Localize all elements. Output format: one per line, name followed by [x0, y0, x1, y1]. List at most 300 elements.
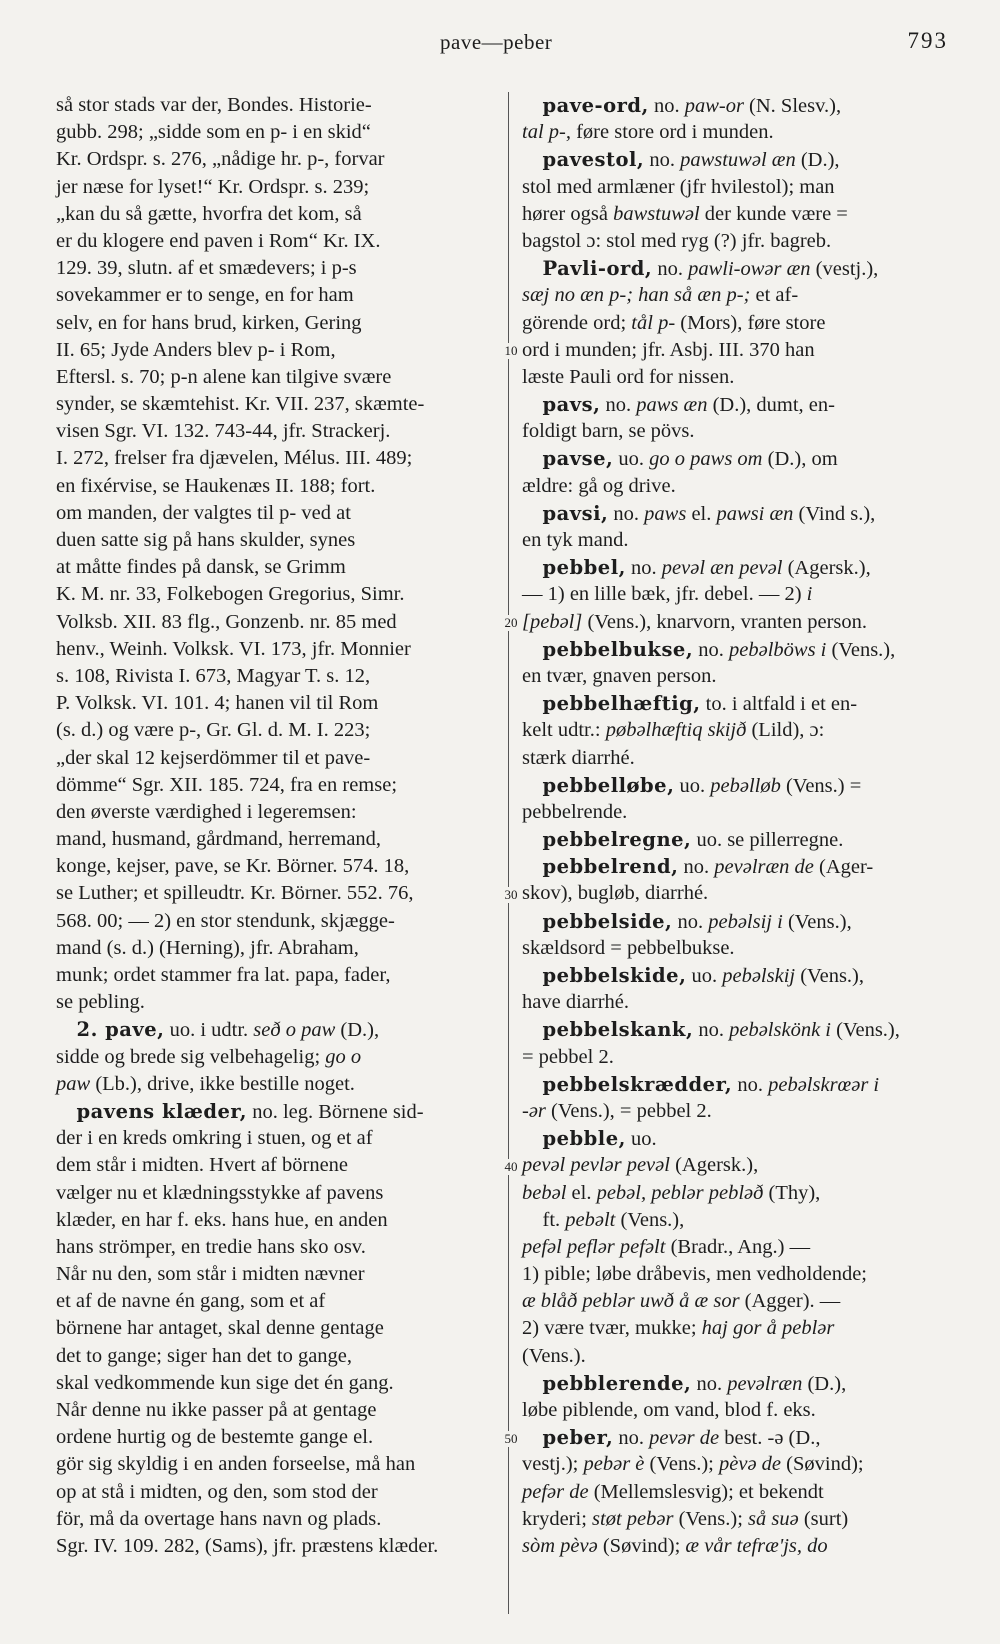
page-number: 793	[907, 28, 948, 53]
text-line	[56, 146, 496, 173]
text-segment: uo.	[613, 448, 650, 471]
dialect-form: så suə	[748, 1507, 799, 1530]
text-segment: s. 108, Rivista I. 673, Magyar T. s. 12,	[56, 664, 371, 687]
text-line	[56, 1152, 496, 1179]
text-line	[56, 255, 496, 282]
text-segment: (Søvind);	[781, 1453, 864, 1476]
text-segment: vælger nu et klædningsstykke af pavens	[56, 1181, 384, 1204]
text-segment: så stor stads var der, Bondes. Historie-	[56, 94, 372, 116]
text-segment: (Bradr., Ang.) —	[665, 1235, 811, 1258]
text-line	[522, 1125, 952, 1152]
text-segment: hans strömper, en tredie hans sko osv.	[56, 1235, 366, 1258]
running-head-word: pave—peber	[440, 30, 553, 54]
dialect-form: pevəlræn	[727, 1372, 803, 1395]
text-line	[522, 1234, 952, 1261]
text-segment: munk; ordet stammer fra lat. papa, fader,	[56, 964, 391, 986]
text-line	[56, 119, 496, 146]
dialect-form: pefəl peflər pefəlt	[522, 1235, 666, 1258]
text-line	[522, 609, 952, 636]
dialect-form: seð o paw	[253, 1019, 336, 1042]
text-line	[56, 1125, 496, 1152]
headword: pebbelrend,	[542, 855, 679, 879]
text-segment: 1) pible; løbe dråbevis, men vedholdende;	[522, 1263, 867, 1286]
dialect-form: tal p-,	[522, 121, 571, 144]
text-segment: (Vens.), knarvorn, vranten person.	[582, 610, 867, 633]
text-line	[56, 1071, 496, 1098]
text-segment: hører også	[522, 202, 614, 225]
text-segment	[522, 149, 543, 171]
text-segment: (Vens.), = pebbel 2.	[545, 1099, 712, 1122]
text-segment: 568. 00; — 2) en stor stendunk, skjægge-	[56, 909, 395, 932]
dialect-form: pèvə de	[719, 1453, 782, 1476]
text-line	[522, 1343, 952, 1370]
text-line	[522, 962, 952, 989]
text-segment: uo. i udtr.	[164, 1019, 254, 1042]
text-segment: (Lb.), drive, ikke bestille noget.	[90, 1072, 355, 1095]
text-segment: foldigt barn, se pövs.	[522, 420, 695, 443]
headword: pebbel,	[542, 556, 626, 580]
text-segment: en tvær, gnaven person.	[522, 664, 717, 687]
text-line	[56, 962, 496, 989]
text-line	[56, 1288, 496, 1315]
text-segment: no.	[652, 258, 689, 281]
text-line	[522, 1180, 952, 1207]
headword: pebbelløbe,	[542, 773, 675, 797]
text-segment: no.	[648, 95, 685, 117]
text-segment: kryderi;	[522, 1507, 593, 1530]
text-segment: konge, kejser, pave, se Kr. Börner. 574. 18,	[56, 855, 410, 878]
dialect-form: haj gor å peblər	[701, 1317, 835, 1340]
dialect-form: -ər	[522, 1099, 546, 1122]
text-line	[56, 1016, 496, 1043]
text-segment: no.	[691, 1372, 728, 1395]
text-line	[522, 908, 952, 935]
dialect-form: pebəlskrœər i	[768, 1073, 880, 1096]
text-segment: Volksb. XII. 83 flg., Gonzenb. nr. 85 med	[56, 610, 397, 633]
text-line	[56, 174, 496, 201]
text-line	[56, 690, 496, 717]
dialect-form: pøbəlhæftiq skijð	[605, 719, 747, 742]
text-line	[522, 717, 952, 744]
text-line	[522, 255, 952, 282]
text-segment: se Luther; et spilleudtr. Kr. Börner. 552. 76,	[56, 882, 414, 905]
text-line	[56, 935, 496, 962]
text-segment: no.	[732, 1073, 769, 1096]
dialect-form: tål p-	[631, 311, 676, 334]
text-line	[522, 1451, 952, 1478]
text-segment: (Mellemslesvig); et bekendt	[588, 1480, 824, 1503]
text-line	[522, 880, 952, 907]
text-segment: „der skal 12 kejserdömmer til et pave-	[56, 746, 371, 769]
text-segment: (Vens.),	[831, 1019, 900, 1042]
headword: 2. pave,	[76, 1018, 165, 1042]
text-segment: (vestj.),	[810, 258, 879, 281]
dialect-form: sòm pèvə	[522, 1534, 598, 1557]
text-line	[522, 1506, 952, 1533]
text-segment: et af-	[750, 284, 799, 307]
text-line	[56, 853, 496, 880]
text-segment: mand, husmand, gårdmand, herremand,	[56, 828, 382, 851]
text-segment: den øverste værdighed i legeremsen:	[56, 800, 357, 823]
dialect-form: æ vår tefræ'js, do	[685, 1534, 828, 1557]
text-segment	[522, 965, 543, 987]
text-segment: (Vens.) =	[780, 774, 862, 797]
dialect-form: pawstuwəl æn	[680, 149, 796, 172]
headword: pebbelskide,	[542, 964, 687, 987]
text-segment: synder, se skæmtehist. Kr. VII. 237, skæmte-	[56, 393, 425, 416]
text-segment: klæder, en har f. eks. hans hue, en anden	[56, 1208, 388, 1231]
text-segment: selv, en for hans brud, kirken, Gering	[56, 311, 362, 334]
text-segment: P. Volksk. VI. 101. 4; hanen vil til Rom	[56, 692, 379, 715]
text-segment: skældsord = pebbelbukse.	[522, 936, 735, 959]
text-segment: have diarrhé.	[522, 991, 629, 1014]
text-segment	[56, 1019, 77, 1041]
headword: pebblerende,	[542, 1371, 692, 1395]
dialect-form: paws	[644, 502, 687, 525]
line-number: 50	[498, 1431, 524, 1447]
text-segment: dem står i midten. Hvert af börnene	[56, 1154, 349, 1177]
headword: pebbelhæftig,	[542, 692, 701, 716]
text-line	[56, 554, 496, 581]
text-segment: (Vens.);	[673, 1507, 749, 1530]
text-segment: henv., Weinh. Volksk. VI. 173, jfr. Monnier	[56, 637, 411, 660]
left-column	[56, 92, 496, 1560]
text-line	[56, 1044, 496, 1071]
text-segment: et af de navne én gang, som et af	[56, 1290, 326, 1313]
dialect-form: pebəlsij i	[708, 910, 783, 933]
text-line	[56, 1424, 496, 1451]
headword: peber,	[542, 1426, 614, 1450]
dialect-form: pevəlræn de	[714, 856, 814, 879]
text-segment	[522, 1427, 543, 1449]
text-line	[522, 636, 952, 663]
text-line	[56, 1370, 496, 1397]
text-line	[56, 1261, 496, 1288]
text-line	[56, 717, 496, 744]
dialect-form: i	[806, 583, 813, 606]
text-line	[522, 853, 952, 880]
dialect-form: pevər de	[649, 1427, 720, 1450]
text-segment: Når nu den, som står i midten nævner	[56, 1263, 365, 1286]
text-line	[522, 1261, 952, 1288]
text-line	[56, 1479, 496, 1506]
text-segment: (D.),	[335, 1019, 380, 1042]
dialect-form: pebəlskönk i	[729, 1019, 831, 1042]
text-segment: (N. Slesv.),	[743, 95, 842, 117]
text-line	[522, 1016, 952, 1043]
text-segment: skov), bugløb, diarrhé.	[522, 882, 709, 905]
text-segment: = pebbel 2.	[522, 1045, 614, 1068]
text-line	[522, 1098, 952, 1125]
text-line	[522, 1424, 952, 1451]
text-line	[56, 418, 496, 445]
text-line	[56, 908, 496, 935]
text-segment: (Vens.),	[826, 638, 896, 661]
text-segment	[522, 557, 543, 579]
text-segment: duen satte sig på hans skulder, synes	[56, 529, 356, 551]
dialect-form: paw	[56, 1072, 91, 1095]
text-segment: (Mors), føre store	[675, 311, 826, 334]
headword: pavsi,	[542, 501, 609, 525]
headword: pebbelregne,	[542, 828, 692, 852]
text-line	[522, 799, 952, 826]
text-line	[522, 92, 952, 119]
text-segment: (surt)	[798, 1507, 849, 1530]
text-segment: II. 65; Jyde Anders blev p- i Rom,	[56, 338, 336, 361]
text-line	[522, 418, 952, 445]
text-segment: at måtte findes på dansk, se Grimm	[56, 556, 346, 579]
text-segment: ældre: gå og drive.	[522, 474, 676, 497]
text-segment: best. -ə (D.,	[719, 1427, 821, 1450]
text-segment: uo.	[625, 1128, 657, 1151]
text-segment: no.	[613, 1427, 650, 1450]
text-segment: stol med armlæner (jfr hvilestol); man	[522, 175, 835, 198]
text-line	[522, 119, 952, 146]
text-line	[56, 745, 496, 772]
text-line	[56, 1207, 496, 1234]
running-header	[0, 30, 1000, 60]
text-segment: Sgr. IV. 109. 282, (Sams), jfr. præstens klæder.	[56, 1534, 439, 1557]
text-segment: gubb. 298; „sidde som en p- i en skid“	[56, 121, 371, 144]
text-line	[522, 201, 952, 228]
dialect-form: pevəl pevlər pevəl	[522, 1154, 670, 1177]
text-segment: sovekammer er to senge, en for ham	[56, 284, 354, 307]
text-line	[522, 174, 952, 201]
text-segment: el.	[686, 502, 717, 525]
text-segment	[522, 693, 543, 715]
text-line	[522, 282, 952, 309]
text-segment	[522, 829, 543, 851]
headword: pebble,	[542, 1127, 626, 1151]
text-line	[522, 1397, 952, 1424]
text-segment: (D.), dumt, en-	[707, 394, 835, 417]
text-line	[56, 989, 496, 1016]
text-line	[522, 772, 952, 799]
text-line	[522, 1152, 952, 1179]
text-line	[522, 554, 952, 581]
text-line	[522, 310, 952, 337]
text-line	[522, 826, 952, 853]
text-segment: en tyk mand.	[522, 529, 629, 551]
dialect-form: pebəl, peblər pebləð	[596, 1181, 764, 1204]
dialect-form: paw-or	[684, 95, 744, 117]
text-line	[56, 772, 496, 799]
text-line	[56, 500, 496, 527]
text-line	[522, 364, 952, 391]
text-segment	[56, 1101, 77, 1123]
column-rule	[508, 92, 509, 1614]
text-segment: no.	[693, 638, 729, 661]
headword: pave-ord,	[542, 94, 649, 117]
text-segment	[522, 856, 543, 878]
headword: pebbelskrædder,	[542, 1072, 733, 1096]
dialect-form: pefər de	[522, 1480, 589, 1503]
text-segment: — 1) en lille bæk, jfr. debel. — 2)	[522, 583, 807, 606]
headword: Pavli-ord,	[542, 257, 653, 281]
dialect-form: pawli-owər æn	[688, 258, 811, 281]
text-segment: mand (s. d.) (Herning), jfr. Abraham,	[56, 936, 359, 959]
text-segment: (D.),	[795, 149, 840, 172]
text-line	[522, 527, 952, 554]
text-segment: (Søvind);	[597, 1534, 686, 1557]
right-column	[522, 92, 952, 1560]
text-line	[56, 445, 496, 472]
headword: pavestol,	[542, 148, 645, 172]
text-line	[522, 663, 952, 690]
text-line	[56, 337, 496, 364]
text-segment: (Agersk.),	[669, 1154, 759, 1177]
text-segment: (Ager-	[813, 856, 874, 879]
text-line	[522, 445, 952, 472]
text-segment: (Vens.),	[615, 1208, 685, 1231]
text-line	[56, 1533, 496, 1560]
text-segment: er du klogere end paven i Rom“ Kr. IX.	[56, 229, 381, 252]
text-line	[56, 1180, 496, 1207]
text-segment	[522, 448, 543, 470]
text-segment: Eftersl. s. 70; p-n alene kan tilgive svære	[56, 365, 392, 388]
text-segment	[522, 95, 543, 117]
text-segment: no.	[625, 557, 662, 580]
text-line	[522, 1479, 952, 1506]
text-segment: det to gange; siger han det to gange,	[56, 1344, 353, 1367]
text-segment: (Lild), ɔ:	[746, 719, 825, 742]
text-segment: (Thy),	[763, 1181, 821, 1204]
text-line	[56, 473, 496, 500]
line-number: 40	[498, 1159, 524, 1175]
text-line	[56, 1098, 496, 1125]
text-line	[522, 690, 952, 717]
text-line	[522, 1533, 952, 1560]
text-segment	[522, 639, 543, 661]
text-segment: (D.), om	[762, 448, 838, 471]
text-segment: K. M. nr. 33, Folkebogen Gregorius, Simr.	[56, 583, 405, 606]
text-segment: uo.	[674, 774, 711, 797]
text-line	[522, 1207, 952, 1234]
text-line	[522, 745, 952, 772]
text-segment: (D.),	[802, 1372, 847, 1395]
text-segment: börnene har antaget, skal denne gentage	[56, 1317, 384, 1340]
text-segment: gör sig skyldig i en anden forseelse, må han	[56, 1453, 416, 1476]
text-segment: op at stå i midten, og den, som stod der	[56, 1480, 378, 1503]
text-line	[56, 527, 496, 554]
text-segment: för, må da overtage hans navn og plads.	[56, 1507, 382, 1530]
line-number: 10	[498, 343, 524, 359]
text-line	[56, 1397, 496, 1424]
text-segment	[522, 1019, 543, 1041]
headword: pavs,	[542, 393, 601, 417]
text-segment: no.	[693, 1019, 730, 1042]
headword: pavens klæder,	[76, 1099, 248, 1123]
text-line	[56, 880, 496, 907]
line-number: 30	[498, 887, 524, 903]
text-segment: føre store ord i munden.	[570, 121, 774, 144]
text-segment: I. 272, frelser fra djævelen, Mélus. III. 489;	[56, 447, 413, 470]
text-line	[56, 609, 496, 636]
text-segment: kelt udtr.:	[522, 719, 606, 742]
text-segment: (Agersk.),	[782, 557, 871, 580]
text-line	[522, 228, 952, 255]
text-line	[56, 581, 496, 608]
text-line	[522, 473, 952, 500]
text-line	[56, 1315, 496, 1342]
text-segment: 2) være tvær, mukke;	[522, 1317, 702, 1340]
text-segment: jer næse for lyset!“ Kr. Ordspr. s. 239;	[56, 175, 370, 198]
text-segment	[522, 1074, 543, 1096]
text-segment: (s. d.) og være p-, Gr. Gl. d. M. I. 223;	[56, 719, 371, 742]
text-segment: stærk diarrhé.	[522, 746, 635, 769]
dialect-form: pawsi æn	[716, 502, 794, 525]
text-line	[56, 1343, 496, 1370]
text-line	[56, 1506, 496, 1533]
text-segment: Kr. Ordspr. s. 276, „nådige hr. p-, forvar	[56, 148, 385, 171]
dialect-form: paws æn	[636, 394, 708, 417]
text-segment: no.	[608, 502, 645, 525]
dialect-form: støt pebər	[592, 1507, 674, 1530]
text-line	[522, 581, 952, 608]
text-segment: no. leg. Börnene sid-	[247, 1100, 424, 1123]
text-line	[56, 201, 496, 228]
text-segment: der i en kreds omkring i stuen, og et af	[56, 1127, 373, 1150]
dialect-form: [pebəl]	[522, 610, 583, 633]
text-line	[522, 1315, 952, 1342]
text-segment: (Vens.).	[522, 1344, 586, 1367]
text-segment: ordene hurtig og de bestemte gange el.	[56, 1426, 374, 1449]
dialect-form: sæj no æn p-; han så æn p-;	[522, 284, 751, 307]
text-segment	[522, 1128, 543, 1150]
text-line	[56, 364, 496, 391]
text-segment: no.	[672, 910, 709, 933]
text-segment	[522, 911, 543, 933]
headword: pebbelbukse,	[542, 637, 694, 661]
text-line	[522, 146, 952, 173]
text-segment: løbe piblende, om vand, blod f. eks.	[522, 1399, 816, 1421]
dialect-form: bawstuwəl	[613, 202, 700, 225]
text-segment: no.	[644, 149, 681, 172]
text-segment: (Agger). —	[739, 1290, 841, 1313]
text-segment: uo.	[686, 965, 723, 987]
line-number: 20	[498, 615, 524, 631]
dialect-form: pebəlböws i	[729, 638, 827, 661]
dialect-form: go o	[325, 1045, 362, 1068]
text-line	[522, 935, 952, 962]
text-segment: ord i munden; jfr. Asbj. III. 370 han	[522, 338, 815, 361]
text-segment: pebbelrende.	[522, 800, 628, 823]
text-line	[56, 663, 496, 690]
text-line	[56, 92, 496, 119]
text-segment: 129. 39, slutn. af et smædevers; i p-s	[56, 257, 357, 280]
dialect-form: pebəlt	[565, 1208, 616, 1231]
text-line	[522, 337, 952, 364]
text-segment	[522, 258, 543, 280]
text-segment: dömme“ Sgr. XII. 185. 724, fra en remse;	[56, 773, 398, 796]
text-segment: görende ord;	[522, 311, 632, 334]
text-segment: skal vedkommende kun sige det én gang.	[56, 1371, 394, 1394]
headword: pavse,	[542, 447, 614, 471]
dialect-form: pebəlskij	[722, 965, 796, 987]
dialect-form: bebəl	[522, 1181, 567, 1204]
text-segment: (Vind s.),	[793, 502, 876, 525]
text-segment: Når denne nu ikke passer på at gentage	[56, 1399, 377, 1421]
dialect-form: pevəl æn pevəl	[661, 557, 783, 580]
dialect-form: pebəlløb	[710, 774, 781, 797]
dialect-form: go o paws om	[649, 448, 763, 471]
text-segment: vestj.);	[522, 1453, 584, 1476]
headword: pebbelside,	[542, 909, 673, 933]
text-line	[56, 391, 496, 418]
text-segment	[522, 503, 543, 525]
text-segment: uo. se pillerregne.	[691, 829, 844, 852]
text-segment: om manden, der valgtes til p- ved at	[56, 501, 351, 524]
